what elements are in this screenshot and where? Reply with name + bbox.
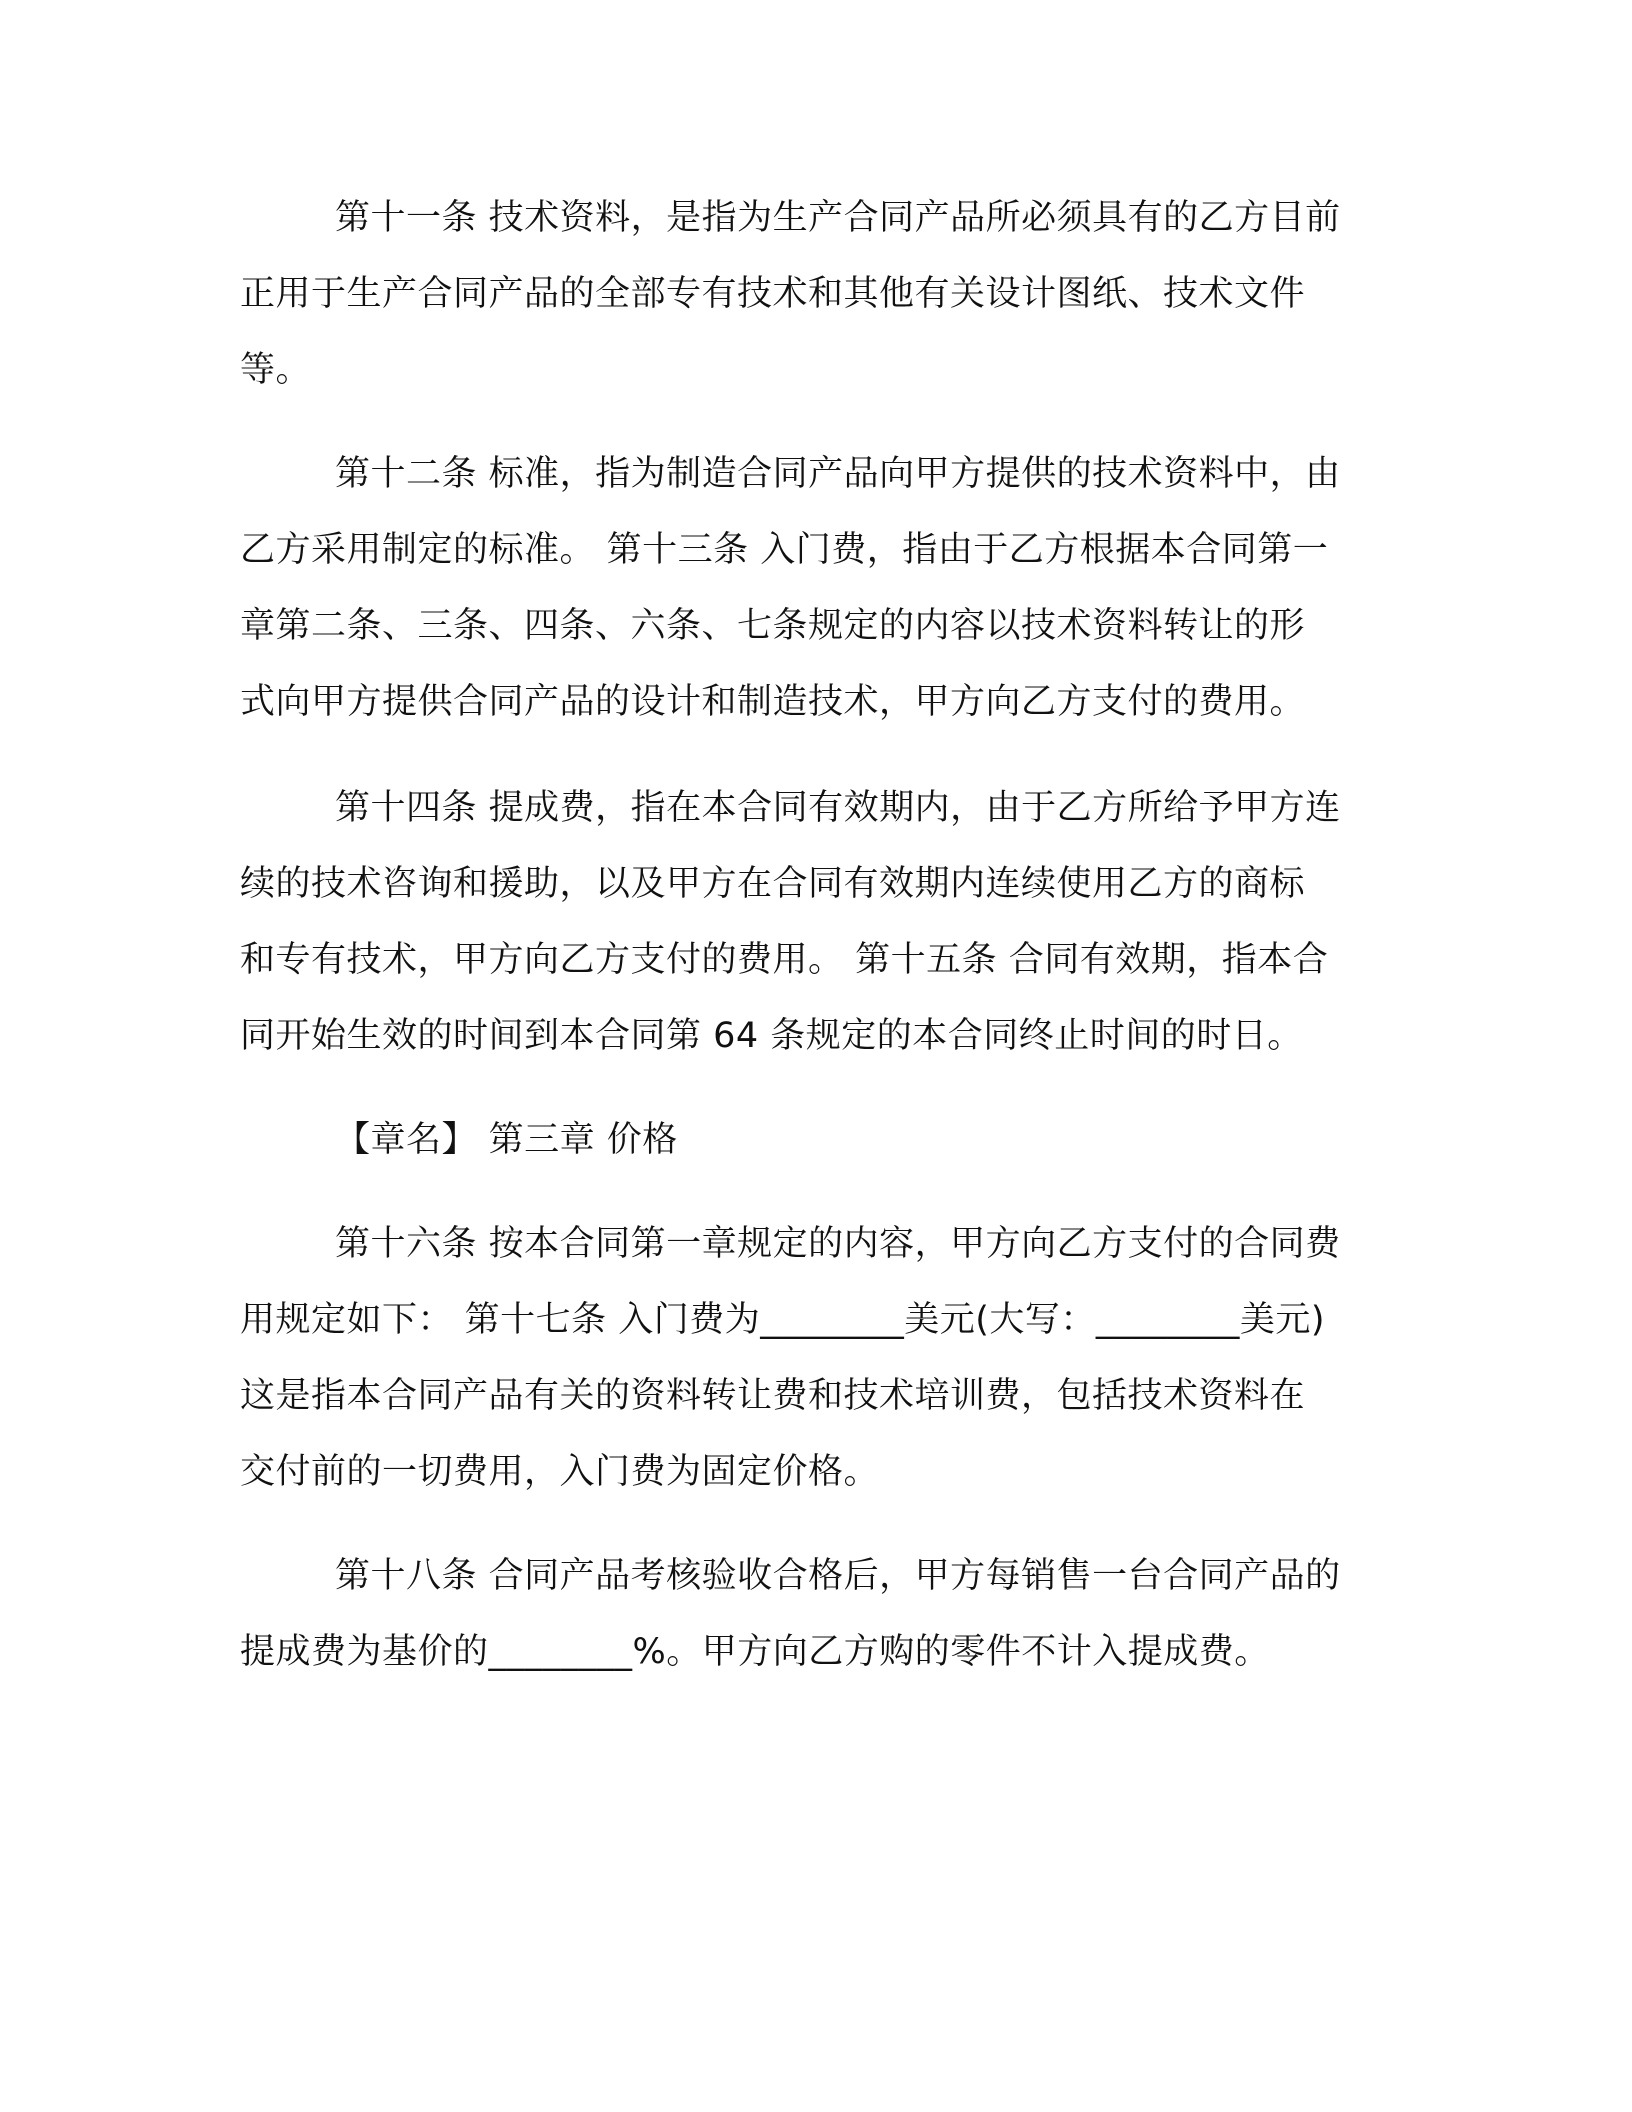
article-13-line-1: 章第二条、三条、四条、六条、七条规定的内容以技术资料转让的形 <box>240 606 1306 646</box>
chapter-heading: 【章名】 第三章 价格 <box>335 1120 678 1160</box>
article-15-line-2: 同开始生效的时间到本合同第 64 条规定的本合同终止时间的时日。 <box>240 1016 1303 1056</box>
article-17-line-2: 这是指本合同产品有关的资料转让费和技术培训费，包括技术资料在 <box>240 1376 1306 1416</box>
article-14-line-1: 第十四条 提成费，指在本合同有效期内，由于乙方所给予甲方连 <box>335 788 1341 828</box>
article-18-line-2: 提成费为基价的________%。甲方向乙方购的零件不计入提成费。 <box>240 1632 1270 1672</box>
article-17-line-3: 交付前的一切费用，入门费为固定价格。 <box>240 1452 880 1492</box>
article-12-line-1: 第十二条 标准，指为制造合同产品向甲方提供的技术资料中，由 <box>335 454 1341 494</box>
article-11-line-1: 第十一条 技术资料，是指为生产合同产品所必须具有的乙方目前 <box>335 198 1341 238</box>
article-17-line-1: 用规定如下： 第十七条 入门费为________美元(大写：________美元) <box>240 1300 1326 1340</box>
article-12-line-2: 乙方采用制定的标准。 第十三条 入门费，指由于乙方根据本合同第一 <box>240 530 1329 570</box>
article-13-line-2: 式向甲方提供合同产品的设计和制造技术，甲方向乙方支付的费用。 <box>240 682 1306 722</box>
article-18-line-1: 第十八条 合同产品考核验收合格后，甲方每销售一台合同产品的 <box>335 1556 1341 1596</box>
article-11-line-2: 正用于生产合同产品的全部专有技术和其他有关设计图纸、技术文件 <box>240 274 1306 314</box>
article-14-line-2: 续的技术咨询和援助，以及甲方在合同有效期内连续使用乙方的商标 <box>240 864 1306 904</box>
article-11-line-3: 等。 <box>240 350 312 390</box>
article-16-line-1: 第十六条 按本合同第一章规定的内容，甲方向乙方支付的合同费 <box>335 1224 1341 1264</box>
article-15-line-1: 和专有技术，甲方向乙方支付的费用。 第十五条 合同有效期，指本合 <box>240 940 1329 980</box>
